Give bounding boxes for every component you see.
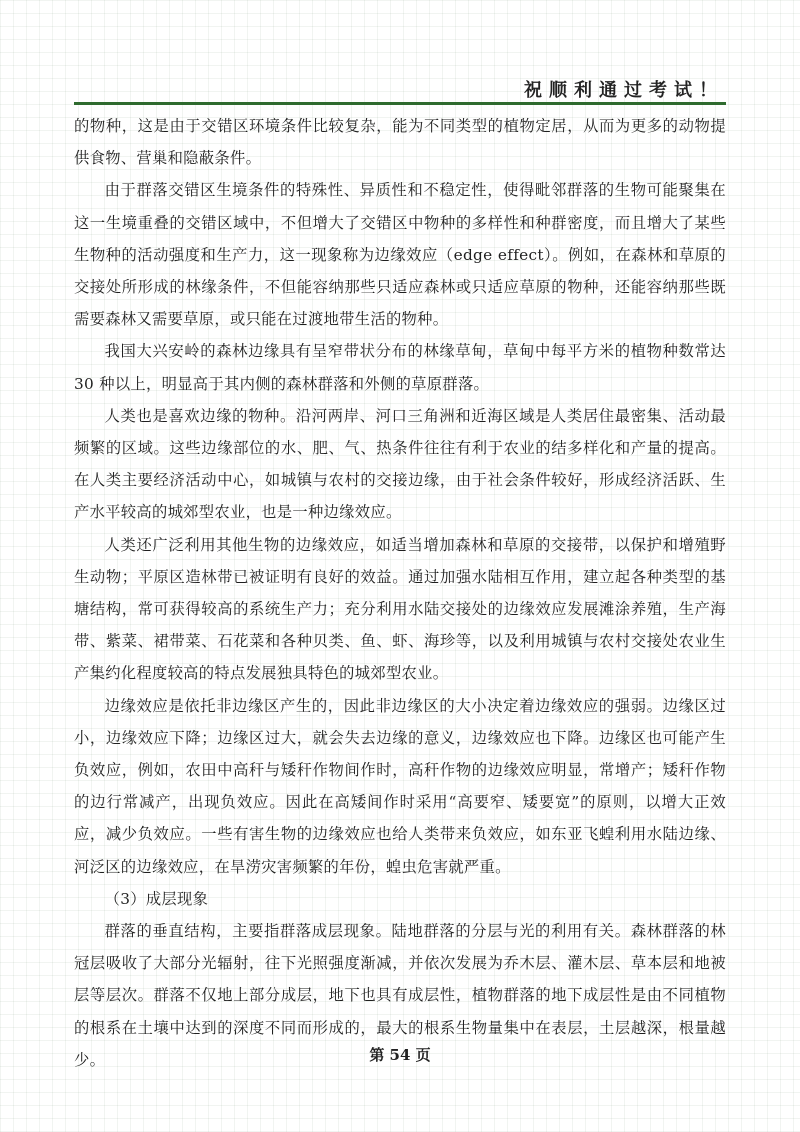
document-body (74, 110, 726, 1076)
page-number: 第 54 页 (369, 1046, 431, 1064)
paragraph-continuation: 的物种，这是由于交错区环境条件比较复杂，能为不同类型的植物定居，从而为更多的动物提供食物、营巢和隐蔽条件。 (74, 117, 726, 168)
page-header-title: 祝顺利通过考试！ (524, 80, 724, 101)
paragraph-daxinganling: 我国大兴安岭的森林边缘具有呈窄带状分布的林缘草甸，草甸中每平方米的植物种数常达 30 种以上，明显高于其内侧的森林群落和外侧的草原群落。 (74, 342, 726, 393)
paragraph-humans-edge: 人类也是喜欢边缘的物种。沿河两岸、河口三角洲和近海区域是人类居住最密集、活动最频繁的区域。这些边缘部位的水、肥、气、热条件往往有利于农业的结多样化和产量的提高。在人类主要经济活动中心，如城镇与农村的交接边缘，由于社会条件较好，形成经济活跃、生产水平较高的城郊型农业，也是一种边缘效应。 (74, 406, 726, 522)
paragraph-vertical-structure: 群落的垂直结构，主要指群落成层现象。陆地群落的分层与光的利用有关。森林群落的林冠层吸收了大部分光辐射，往下光照强度渐减，并依次发展为乔木层、灌木层、草本层和地被层等层次。群落不仅地上部分成层，地下也具有成层性，植物群落的地下成层性是由不同植物的根系在土壤中达到的深度不同而形成的，最大的根系生物量集中在表层，土层越深，根量越少。 (74, 922, 726, 1069)
section-heading-stratification: （3）成层现象 (104, 889, 209, 908)
header-divider (74, 102, 726, 105)
paragraph-edge-strength: 边缘效应是依托非边缘区产生的，因此非边缘区的大小决定着边缘效应的强弱。边缘区过小，边缘效应下降；边缘区过大，就会失去边缘的意义，边缘效应也下降。边缘区也可能产生负效应，例如，农田中高秆与矮秆作物间作时，高秆作物的边缘效应明显，常增产；矮秆作物的边行常减产，出现负效应。因此在高矮间作时采用“高要窄、矮要宽”的原则，以增大正效应，减少负效应。一些有害生物的边缘效应也给人类带来负效应，如东亚飞蝗利用水陆边缘、河泛区的边缘效应，在旱涝灾害频繁的年份，蝗虫危害就严重。 (74, 696, 726, 876)
paragraph-human-use: 人类还广泛利用其他生物的边缘效应，如适当增加森林和草原的交接带，以保护和增殖野生动物；平原区造林带已被证明有良好的效益。通过加强水陆相互作用，建立起各种类型的基塘结构，常可获得较高的系统生产力；充分利用水陆交接处的边缘效应发展滩涂养殖，生产海带、紫菜、裙带菜、石花菜和各种贝类、鱼、虾、海珍等，以及利用城镇与农村交接处农业生产集约化程度较高的特点发展独具特色的城郊型农业。 (74, 535, 726, 683)
paragraph-edge-effect: 由于群落交错区生境条件的特殊性、异质性和不稳定性，使得毗邻群落的生物可能聚集在这一生境重叠的交错区域中，不但增大了交错区中物种的多样性和种群密度，而且增大了某些生物种的活动强度和生产力，这一现象称为边缘效应（edge effect）。例如，在森林和草原的交接处所形成的林缘条件，不但能容纳那些只适应森林或只适应草原的物种，还能容纳那些既需要森林又需要草原，或只能在过渡地带生活的物种。 (74, 181, 726, 329)
